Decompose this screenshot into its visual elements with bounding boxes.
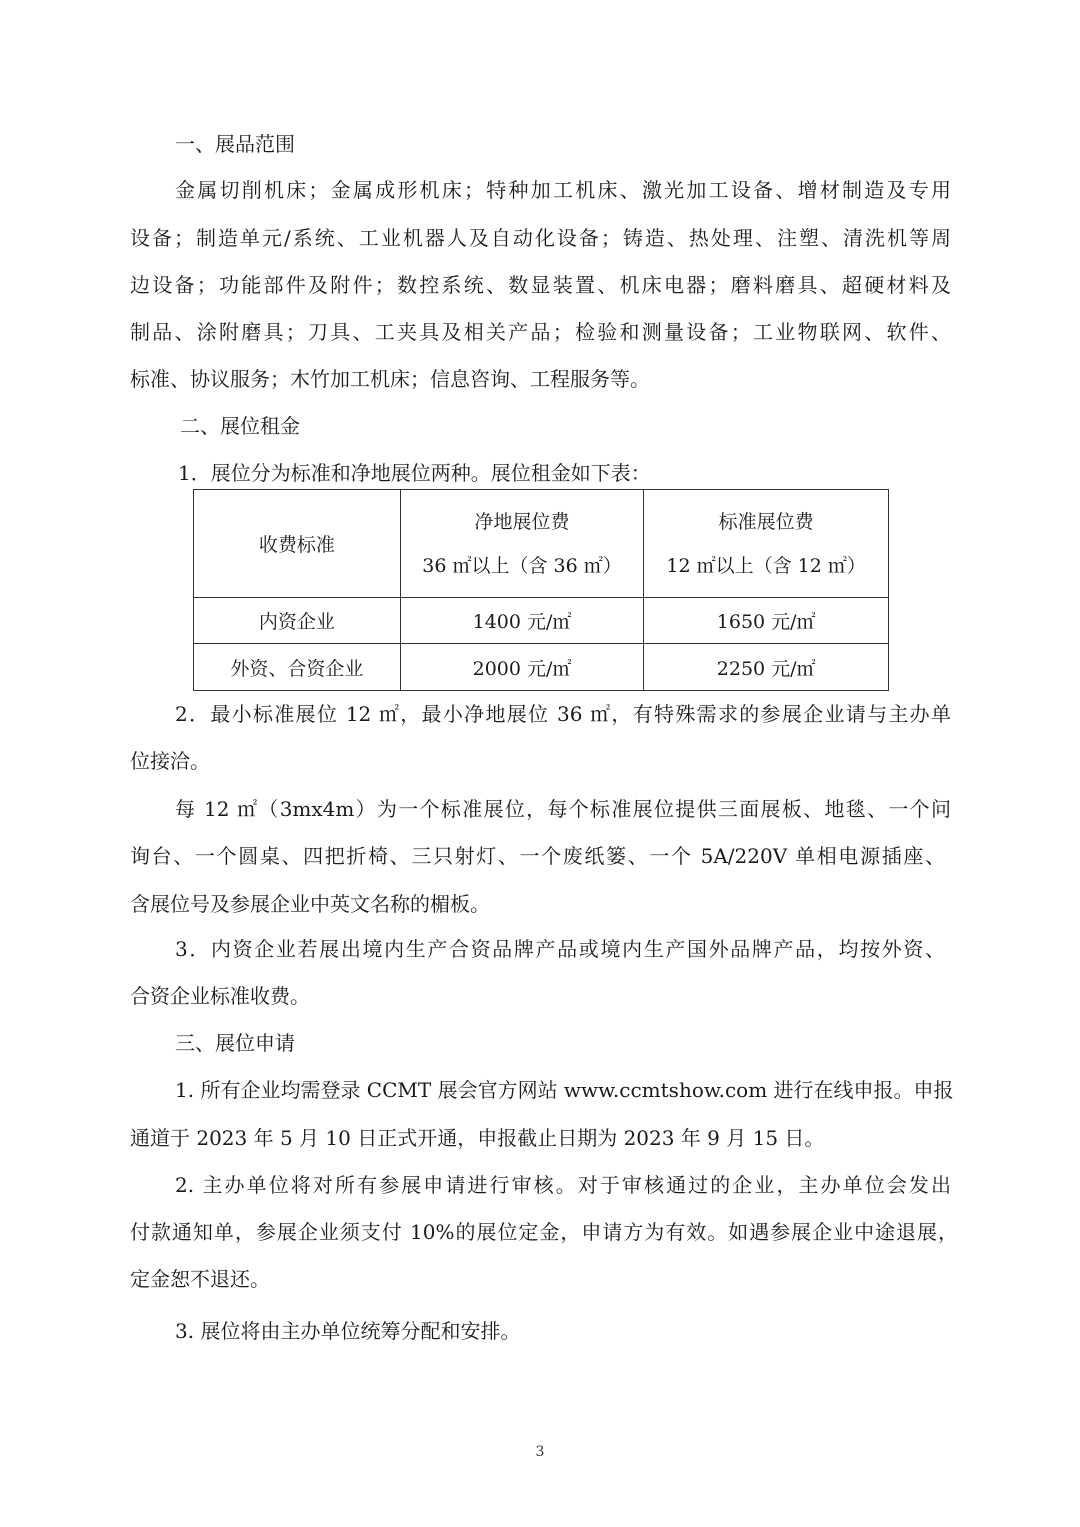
paragraph-line: 3．内资企业若展出境内生产合资品牌产品或境内生产国外品牌产品，均按外资、 [175, 937, 945, 961]
header-title: 净地展位费 [474, 510, 570, 533]
paragraph-line: 设备；制造单元/系统、工业机器人及自动化设备；铸造、热处理、注塑、清洗机等周 [130, 226, 951, 250]
table-cell: 2000 元/㎡ [400, 644, 644, 691]
paragraph-line: 每 12 ㎡（3mx4m）为一个标准展位，每个标准展位提供三面展板、地毯、一个问 [175, 797, 951, 821]
paragraph-line: 1. 所有企业均需登录 CCMT 展会官方网站 www.ccmtshow.com 进行在线申报。申报 [175, 1078, 954, 1102]
table-cell: 1400 元/㎡ [400, 598, 644, 644]
paragraph-line: 通道于 2023 年 5 月 10 日正式开通，申报截止日期为 2023 年 9 月 15 日。 [130, 1126, 825, 1150]
paragraph-line: 金属切削机床；金属成形机床；特种加工机床、激光加工设备、增材制造及专用 [175, 178, 951, 202]
table-header-cell [400, 490, 644, 598]
paragraph-line: 2. 主办单位将对所有参展申请进行审核。对于审核通过的企业，主办单位会发出 [175, 1173, 951, 1197]
header-subtitle: 36 ㎡以上（含 36 ㎡） [422, 554, 622, 577]
table-row [194, 644, 889, 691]
row-label: 内资企业 [194, 598, 401, 644]
heading-booth-application: 三、展位申请 [175, 1031, 295, 1055]
heading-exhibit-scope: 一、展品范围 [175, 132, 295, 156]
table-header-cell [644, 490, 889, 598]
booth-fee-table [193, 489, 889, 691]
paragraph-line: 位接洽。 [130, 749, 210, 773]
paragraph-line: 询台、一个圆桌、四把折椅、三只射灯、一个废纸篓、一个 5A/220V 单相电源插座、 [130, 844, 945, 868]
paragraph-line: 合资企业标准收费。 [130, 984, 310, 1008]
row-label: 外资、合资企业 [194, 644, 401, 691]
paragraph-line: 含展位号及参展企业中英文名称的楣板。 [130, 892, 490, 916]
paragraph-line: 3. 展位将由主办单位统筹分配和安排。 [175, 1319, 521, 1343]
paragraph-line: 边设备；功能部件及附件；数控系统、数显装置、机床电器；磨料磨具、超硬材料及 [130, 273, 951, 297]
paragraph-line: 标准、协议服务；木竹加工机床；信息咨询、工程服务等。 [130, 367, 650, 391]
table-cell: 1650 元/㎡ [644, 598, 889, 644]
paragraph-line: 付款通知单，参展企业须支付 10%的展位定金，申请方为有效。如遇参展企业中途退展， [130, 1220, 958, 1244]
table-corner-cell: 收费标准 [194, 490, 401, 598]
page-number: 3 [535, 1444, 545, 1460]
paragraph-line: 2．最小标准展位 12 ㎡，最小净地展位 36 ㎡，有特殊需求的参展企业请与主办单 [175, 702, 951, 726]
table-cell: 2250 元/㎡ [644, 644, 889, 691]
header-subtitle: 12 ㎡以上（含 12 ㎡） [666, 554, 866, 577]
paragraph-line: 制品、涂附磨具；刀具、工夹具及相关产品；检验和测量设备；工业物联网、软件、 [130, 320, 951, 344]
table-header-row [194, 490, 889, 598]
heading-booth-rent: 二、展位租金 [180, 414, 300, 438]
table-row [194, 598, 889, 644]
booth-rent-intro: 1．展位分为标准和净地展位两种。展位租金如下表： [178, 461, 651, 485]
paragraph-line: 定金恕不退还。 [130, 1267, 270, 1291]
header-title: 标准展位费 [718, 510, 814, 533]
